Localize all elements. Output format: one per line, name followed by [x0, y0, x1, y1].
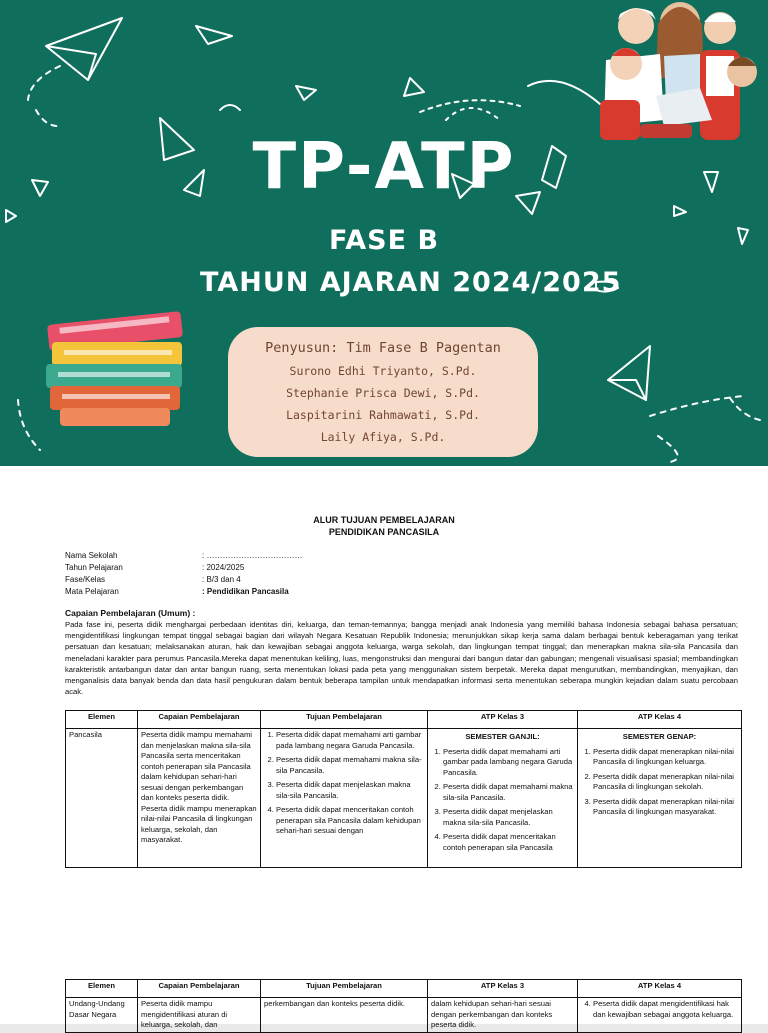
cell-kelas4	[578, 998, 742, 1033]
document-title: ALUR TUJUAN PEMBELAJARAN PENDIDIKAN PANCASILA	[313, 515, 455, 537]
atp-table-continued	[65, 979, 742, 1033]
cell-elemen: Pancasila	[66, 729, 138, 868]
children-reading-illustration	[600, 2, 757, 140]
info-value: : B/3 dan 4	[202, 575, 241, 584]
semester-heading: SEMESTER GENAP:	[622, 732, 697, 741]
header-tujuan: Tujuan Pembelajaran	[261, 711, 428, 729]
cp-heading: Capaian Pembelajaran (Umum) :	[65, 608, 196, 618]
cover-fase: FASE B	[328, 225, 440, 256]
table-row	[66, 998, 742, 1033]
info-label: Fase/Kelas	[65, 575, 106, 584]
author-name: Stephanie Prisca Dewi, S.Pd.	[286, 386, 480, 400]
info-value: : Pendidikan Pancasila	[202, 587, 289, 596]
header-kelas4: ATP Kelas 4	[578, 980, 742, 998]
author-name: Surono Edhi Triyanto, S.Pd.	[289, 364, 477, 378]
cell-kelas4	[578, 729, 742, 868]
list-item: 3. Peserta didik dapat menjelaskan makna sila-sila Pancasila.	[443, 807, 574, 828]
info-label: Tahun Pelajaran	[65, 563, 123, 572]
header-elemen: Elemen	[66, 711, 138, 729]
list-item: 2. Peserta didik dapat memahami makna sila-sila Pancasila.	[276, 755, 424, 776]
cover-page	[0, 0, 768, 466]
list-item: 1. Peserta didik dapat memahami arti gambar pada lambang negara Garuda Pancasila.	[276, 730, 424, 751]
identity-block	[65, 550, 302, 598]
header-kelas3: ATP Kelas 3	[428, 980, 578, 998]
info-value: : 2024/2025	[202, 563, 245, 572]
info-row	[65, 550, 302, 562]
cell-kelas3	[428, 729, 578, 868]
info-label: Mata Pelajaran	[65, 587, 119, 596]
table-header-row	[66, 711, 742, 729]
list-item: 3. Peserta didik dapat menjelaskan makna sila-sila Pancasila.	[276, 780, 424, 801]
header-elemen: Elemen	[66, 980, 138, 998]
info-row	[65, 562, 302, 574]
header-tujuan: Tujuan Pembelajaran	[261, 980, 428, 998]
info-row	[65, 586, 302, 598]
cell-capaian: Peserta didik mampu mengidentifikasi aturan di keluarga, sekolah, dan	[138, 998, 261, 1033]
header-capaian: Capaian Pembelajaran	[138, 980, 261, 998]
list-item: 4. Peserta didik dapat mengidentifikasi hak dan kewajiban sebagai anggota keluarga.	[593, 999, 738, 1020]
list-item: 2. Peserta didik dapat memahami makna sila-sila Pancasila.	[443, 782, 574, 803]
cover-title: TP-ATP	[252, 130, 516, 204]
info-value: : ………………………………	[202, 551, 303, 560]
header-capaian: Capaian Pembelajaran	[138, 711, 261, 729]
list-item: 3. Peserta didik dapat menerapkan nilai-nilai Pancasila di lingkungan masyarakat.	[593, 797, 738, 818]
table-row	[66, 729, 742, 868]
cell-capaian: Peserta didik mampu memahami dan menjelaskan makna sila-sila Pancasila serta menceritakan contoh penerapan sila Pancasila dalam kehidupan sehari-hari sesuai dengan perkembangan dan konteks peserta didik. Peserta didik mampu menerapkan nilai-nilai Pancasila di lingkungan keluarga, sekolah, dan masyarakat.	[138, 729, 261, 868]
author-name: Laily Afiya, S.Pd.	[320, 430, 446, 444]
semester-heading: SEMESTER GANJIL:	[465, 732, 540, 741]
cp-paragraph: Pada fase ini, peserta didik menghargai perbedaan identitas diri, keluarga, dan teman-temannya; bangga menjadi anak Indonesia yang memiliki bahasa Indonesia sebagai bahasa persatuan; mengidentifikasi lingkungan tempat tinggal sebagai bagian dari wilayah Negara Kesatuan Republik Indonesia; menunjukkan sikap kerja sama dalam berbagai bentuk keberagaman yang terikat persatuan dan kesatuan; melaksanakan aturan, hak dan kewajiban sebagai anggota keluarga, warga sekolah, dan lingkungan tempat tinggal; dan menerapkan makna sila-sila Pancasila dan meneladani karakter para perumus Pancasila.Mereka dapat menentukan keliling, luas, mengonstruksi dan mengurai dari bangun datar dan gabungan; mengenali visualisasi spasial; membandingkan karakteristik antarbangun datar dan antar bangun ruang, serta menentukan lokasi pada peta yang menggunakan sistem berpetak. Mereka dapat mengurutkan, membandingkan, menyajikan, dan menganalisis data banyak benda dan data hasil pengukuran dalam bentuk beberapa tampilan untuk mendapatkan informasi serta menentukan seberapa mungkin kejadian dalam suatu percobaan acak.	[65, 620, 738, 697]
header-kelas4: ATP Kelas 4	[578, 711, 742, 729]
document-page	[0, 466, 768, 1029]
atp-table	[65, 710, 742, 868]
paper-plane-icon	[46, 18, 122, 80]
authors-heading: Penyusun: Tim Fase B Pagentan	[265, 340, 501, 356]
cell-tujuan: perkembangan dan konteks peserta didik.	[261, 998, 428, 1033]
table-header-row	[66, 980, 742, 998]
info-label: Nama Sekolah	[65, 551, 118, 560]
list-item: 2. Peserta didik dapat menerapkan nilai-nilai Pancasila di lingkungan sekolah.	[593, 772, 738, 793]
swoosh-line	[528, 81, 600, 104]
authors-card	[228, 327, 538, 457]
books-illustration	[46, 311, 183, 426]
header-kelas3: ATP Kelas 3	[428, 711, 578, 729]
cell-tujuan	[261, 729, 428, 868]
list-item: 1. Peserta didik dapat menerapkan nilai-nilai Pancasila di lingkungan keluarga.	[593, 747, 738, 768]
paper-plane-icon-2	[608, 346, 650, 400]
cell-kelas3: dalam kehidupan sehari-hari sesuai dengan perkembangan dan konteks peserta didik.	[428, 998, 578, 1033]
author-name: Laspitarini Rahmawati, S.Pd.	[286, 408, 480, 422]
list-item: 4. Peserta didik dapat menceritakan contoh penerapan sila Pancasila	[443, 832, 574, 853]
list-item: 1. Peserta didik dapat memahami arti gambar pada lambang negara Garuda Pancasila.	[443, 747, 574, 779]
list-item: 4. Peserta didik dapat menceritakan contoh penerapan sila Pancasila dalam kehidupan sehari-hari sesuai dengan	[276, 805, 424, 837]
cover-academic-year: TAHUN AJARAN 2024/2025	[200, 267, 622, 298]
cell-elemen: Undang-Undang Dasar Negara	[66, 998, 138, 1033]
info-row	[65, 574, 302, 586]
